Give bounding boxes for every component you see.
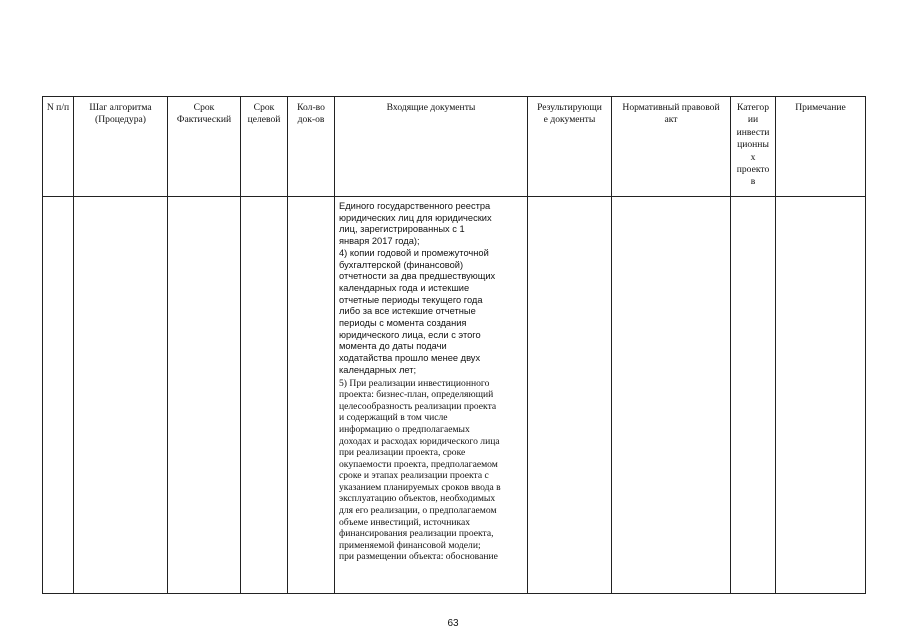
page-number: 63 [447, 618, 459, 629]
header-investment-categories: Категор ии инвести ционны х проекто в [731, 97, 776, 197]
header-legal-act: Нормативный правовой акт [612, 97, 731, 197]
header-incoming-docs: Входящие документы [335, 97, 528, 197]
header-note: Примечание [776, 97, 866, 197]
header-resulting-docs: Результирующи е документы [528, 97, 612, 197]
header-docs-count: Кол-во док-ов [288, 97, 335, 197]
header-number: N п/п [43, 97, 74, 197]
cell-incoming-docs [335, 197, 528, 594]
cell-resulting-docs [528, 197, 612, 594]
cell-docs-count [288, 197, 335, 594]
cell-investment-categories [731, 197, 776, 594]
algorithm-table [42, 96, 866, 594]
header-row [43, 97, 866, 197]
incoming-docs-sans-text: Единого государственного реестра юридических лиц для юридических лиц, зарегистрированных с 1 января 2017 года); 4) копии годовой и промежуточной бухгалтерской (финансовой) отчетности за два предшествующих календарных года и истекшие отчетные периоды текущего года либо за все истекшие отчетные периоды с момента создания юридического лица, если с этого момента до даты подачи ходатайства прошло менее двух календарных лет; [339, 201, 496, 375]
cell-note [776, 197, 866, 594]
incoming-docs-serif-text: 5) При реализации инвестиционного проекта: бизнес-план, определяющий целесообразность реализации проекта и содержащий в том числе информацию о предполагаемых доходах и расходах юридического лица при реализации проекта, сроке окупаемости проекта, предполагаемом сроке и этапах реализации проекта с указанием планируемых сроков ввода в эксплуатацию объектов, необходимых для его реализации, о предполагаемом объеме инвестиций, источниках финансирования реализации проекта, применяемой финансовой модели; при размещении объекта: обоснование [339, 377, 501, 563]
cell-target-term [241, 197, 288, 594]
header-actual-term: Срок Фактический [168, 97, 241, 197]
header-target-term: Срок целевой [241, 97, 288, 197]
header-algorithm-step: Шаг алгоритма (Процедура) [74, 97, 168, 197]
cell-number [43, 197, 74, 594]
cell-algorithm-step [74, 197, 168, 594]
cell-actual-term [168, 197, 241, 594]
cell-legal-act [612, 197, 731, 594]
table-row [43, 197, 866, 594]
